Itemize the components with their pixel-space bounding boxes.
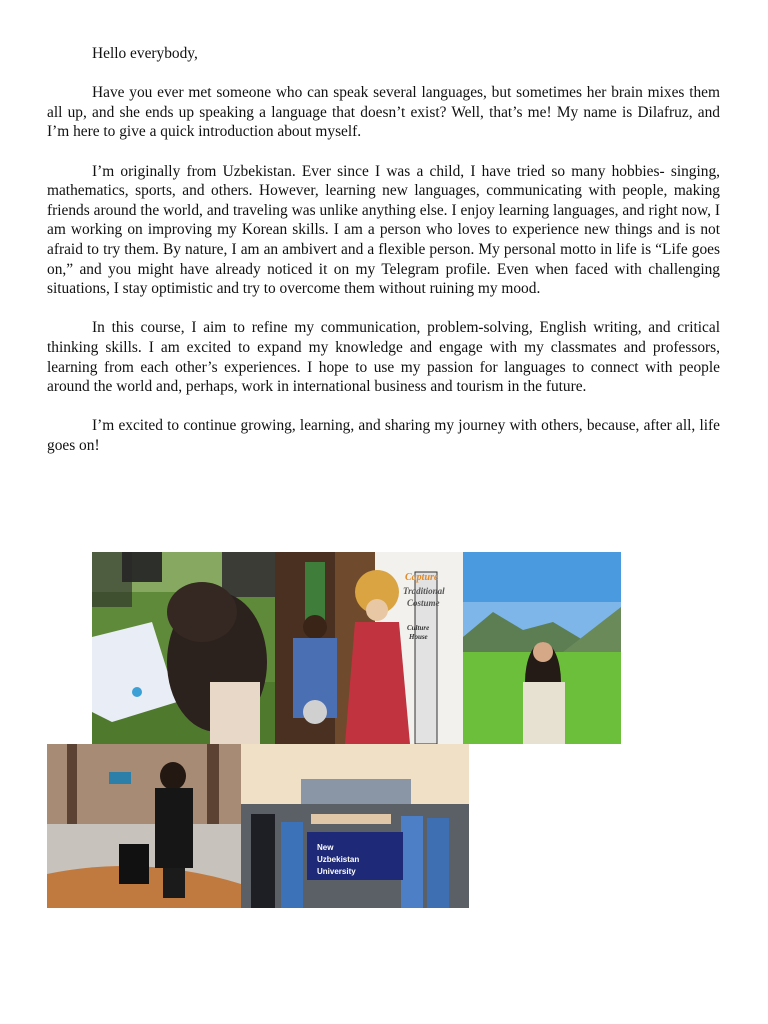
- costume-sign-capture: Capture: [405, 572, 439, 583]
- paragraph-background: I’m originally from Uzbekistan. Ever since I was a child, I have tried so many hobbies- singing, mathematics, sports, and others. However, learning new languages, communicating with people, making friends around the world, and traveling was unlike anything else. I enjoy learning languages, and right now, I am working on improving my Korean skills. I am a person who loves to experience new things and is not afraid to try them. By nature, I am an ambivert and a flexible person. My personal motto in life is “Life goes on,” and you might have already noticed it on my Telegram profile. Even when faced with challenging situations, I stay optimistic and try to overcome them without ruining my mood.: [47, 162, 720, 298]
- photo-university-group: [241, 744, 469, 908]
- document-body: [47, 44, 720, 475]
- photo-park-coat: [47, 744, 241, 908]
- costume-sign-culture: Culture: [407, 624, 430, 632]
- costume-sign-house: House: [409, 633, 428, 641]
- photo-drawing-outdoors: [92, 552, 275, 744]
- banner-line-university: University: [317, 867, 356, 876]
- paragraph-intro: Have you ever met someone who can speak several languages, but sometimes her brain mixes them all up, and she ends up speaking a language that doesn’t exist? Well, that’s me! My name is Dilafruz, and I’m here to give a quick introduction about myself.: [47, 84, 720, 141]
- photo-mountain-meadow: [463, 552, 621, 744]
- banner-line-uzbekistan: Uzbekistan: [317, 855, 360, 864]
- costume-sign-traditional: Traditional: [403, 586, 445, 596]
- banner-line-new: New: [317, 843, 334, 852]
- greeting: Hello everybody,: [92, 45, 198, 62]
- paragraph-course-goals: In this course, I aim to refine my communication, problem-solving, English writing, and critical thinking skills. I am excited to expand my knowledge and engage with my classmates and professors, learning from each other’s experiences. I hope to use my passion for languages to connect with people around the world and, perhaps, work in international business and tourism in the future.: [47, 319, 720, 396]
- paragraph-closing: I’m excited to continue growing, learning, and sharing my journey with others, because, after all, life goes on!: [47, 417, 720, 454]
- costume-sign-costume: Costume: [407, 598, 440, 608]
- photo-traditional-costume: [275, 552, 463, 744]
